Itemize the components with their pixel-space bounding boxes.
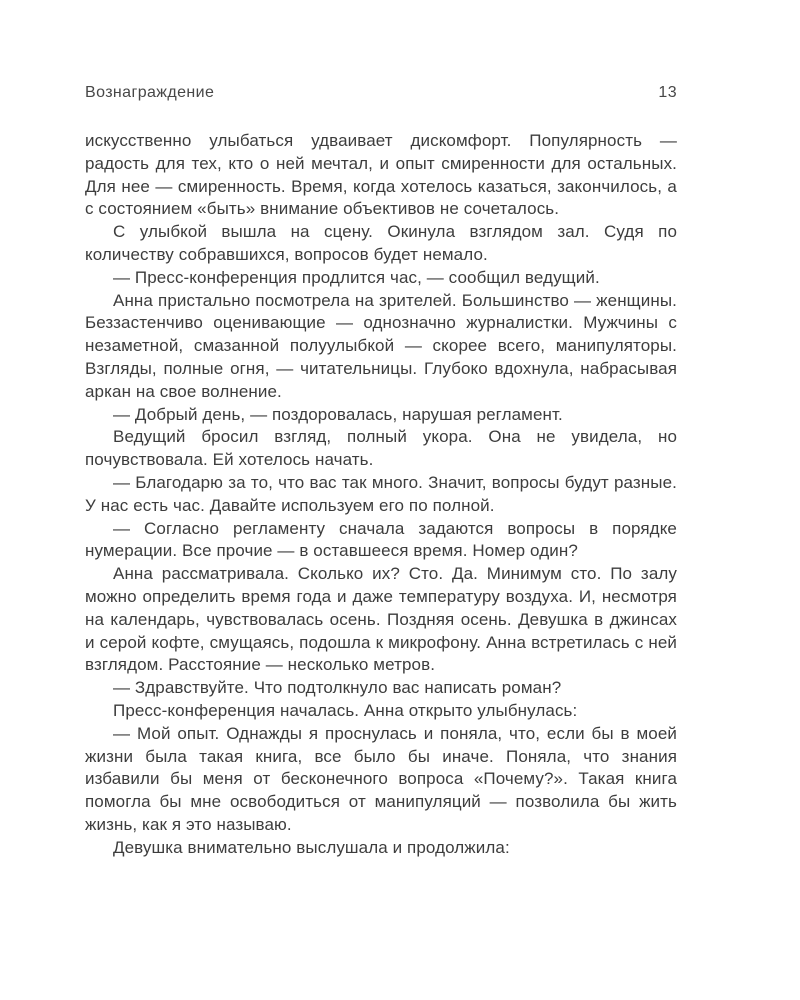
paragraph: Анна рассматривала. Сколько их? Сто. Да. Минимум сто. По залу можно определить время года и даже температуру воздуха. И, несмотря на календарь, чувствовалась осень. Поздняя осень. Девушка в джинсах и серой кофте, смущаясь, подошла к микрофону. Анна встретилась с ней взглядом. Расстояние — несколько метров. [85, 564, 677, 675]
page-number: 13 [658, 84, 677, 101]
paragraph: — Здравствуйте. Что подтолкнуло вас написать роман? [113, 678, 562, 698]
paragraph: — Благодарю за то, что вас так много. Значит, вопросы будут разные. У нас есть час. Давайте используем его по полной. [85, 472, 677, 515]
page-header [85, 84, 677, 102]
paragraph: искусственно улыбаться удваивает дискомфорт. Популярность — радость для тех, кто о ней мечтал, и опыт смиренности для остальных. Для нее — смиренность. Время, когда хотелось казаться, закончилось, а с состоянием «быть» внимание объективов не сочеталось. [85, 131, 677, 219]
page-body [85, 130, 677, 860]
paragraph: — Мой опыт. Однажды я проснулась и поняла, что, если бы в моей жизни была такая книга, все было бы иначе. Поняла, что знания избавили бы меня от бесконечного вопроса «Почему?». Такая книга помогла бы мне освободиться от манипуляций — позволила бы жить жизнь, как я это называю. [85, 723, 677, 834]
running-title: Вознаграждение [85, 84, 215, 101]
paragraph: С улыбкой вышла на сцену. Окинула взглядом зал. Судя по количеству собравшихся, вопросов будет немало. [85, 222, 677, 264]
paragraph: Девушка внимательно выслушала и продолжила: [113, 837, 510, 857]
book-page [85, 84, 677, 860]
paragraph: — Пресс-конференция продлится час, — сообщил ведущий. [113, 267, 600, 287]
paragraph: Пресс-конференция началась. Анна открыто улыбнулась: [113, 700, 578, 720]
paragraph: Ведущий бросил взгляд, полный укора. Она не увидела, но почувствовала. Ей хотелось начать. [85, 427, 677, 470]
paragraph: — Добрый день, — поздоровалась, нарушая регламент. [113, 404, 563, 424]
paragraph: — Согласно регламенту сначала задаются вопросы в порядке нумерации. Все прочие — в оставшееся время. Номер один? [85, 518, 677, 561]
paragraph: Анна пристально посмотрела на зрителей. Большинство — женщины. Беззастенчиво оценивающие — однозначно журналистки. Мужчины с незаметной, смазанной полуулыбкой — скорее всего, манипуляторы. Взгляды, полные огня, — читательницы. Глубоко вдохнула, набрасывая аркан на свое волнение. [85, 290, 677, 401]
